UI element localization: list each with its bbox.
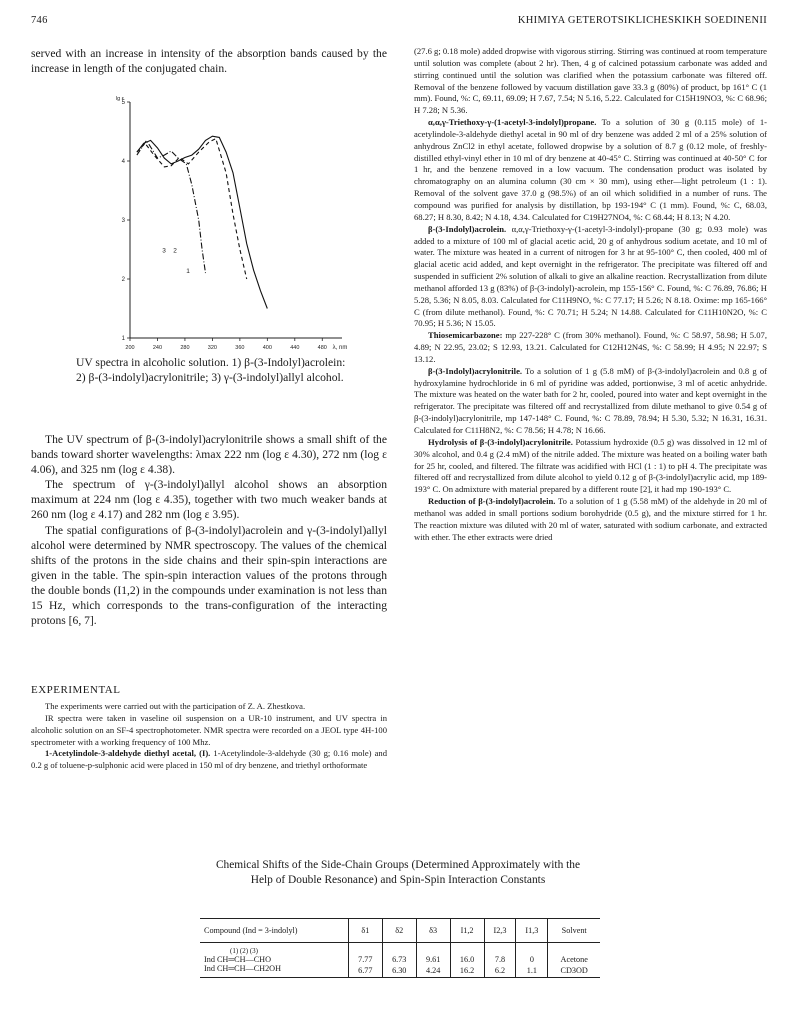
y-tick-label: 1 [121, 336, 125, 342]
chart-caption: UV spectra in alcoholic solution. 1) β-(3-Indolyl)acrolein: 2) β-(3-indolyl)acrylonitrile; 3) γ-(3-indolyl)allyl alcohol. [76, 356, 346, 385]
section-title: EXPERIMENTAL [31, 684, 121, 696]
x-tick-label: 400 [262, 345, 272, 351]
compound-heading: Hydrolysis of β-(3-indolyl)acrylonitrile. [428, 436, 573, 447]
atom-numbering: (1) (2) (3) [200, 943, 348, 956]
cell-solvent: Acetone [560, 955, 588, 964]
cell-solvent: CD3OD [560, 966, 588, 975]
cell-d1: 7.77 [348, 955, 382, 964]
right-body [414, 46, 767, 543]
y-axis-ticks [116, 96, 130, 342]
paragraph-body: Potassium hydroxide (0.5 g) was dissolved in 12 ml of 30% alcohol, and 0.4 g (2.4 mM) of the nitrile added. The mixture was heated on a boiling water bath for 25 hr, cooled, and filtered. The filtrate was acidified with HCl (1 : 1) to pH 4. The precipitate was filtered off and recrystallized from dilute alcohol to yield 0.12 g of β-(3-indolyl)acrylic acid, mp 189-193° C. On admixture with material prepared by a different route [2], it had mp 190-193° C. [414, 436, 767, 495]
nmr-table [200, 918, 600, 978]
table-caption: Chemical Shifts of the Side-Chain Groups (Determined Approximately with the Help of Double Resonance) and Spin-Spin Interaction Constants [215, 859, 581, 886]
series-line-1 [137, 136, 267, 308]
y-tick-label: 2 [121, 277, 125, 283]
compound-heading: α,α,γ-Triethoxy-γ-(1-acetyl-3-indolyl)propane. [428, 117, 597, 128]
curve-labels [162, 247, 190, 275]
cell-d2: 6.73 [382, 955, 416, 964]
series-line-3 [137, 140, 206, 276]
experimental-text [31, 701, 387, 772]
compound-heading: β-(3-Indolyl)acrolein. [428, 223, 507, 234]
x-tick-label: 240 [152, 345, 163, 351]
paragraph [414, 224, 767, 331]
y-tick-label: 5 [121, 100, 125, 106]
x-axis-label: λ, nm [332, 345, 348, 351]
column-header: Solvent [561, 926, 587, 935]
paragraph-body: 1-Acetylindole-3-aldehyde (30 g; 0.16 mole) and 0.2 g of toluene-p-sulphonic acid were placed in 150 ml of dry benzene, and triethyl orthoformate [31, 748, 387, 771]
column-header: δ3 [416, 919, 450, 943]
intro-text: served with an increase in intensity of the absorption bands caused by the increase in length of the conjugated chain. [31, 47, 387, 76]
compound-heading: Thiosemicarbazone: [428, 330, 503, 341]
curve-label: 3 [162, 247, 166, 255]
cell-i23: 7.8 [484, 955, 516, 964]
paragraph [414, 330, 767, 366]
x-tick-label: 480 [317, 345, 327, 351]
series-line-2 [137, 139, 247, 279]
journal-title: KHIMIYA GETEROTSIKLICHESKIKH SOEDINENII [517, 15, 767, 26]
paragraph [414, 366, 767, 437]
cell-d3: 4.24 [416, 964, 450, 978]
cell-d2: 6.30 [382, 964, 416, 978]
x-tick-label: 280 [180, 345, 190, 351]
chart-axes [130, 102, 342, 338]
page-number: 746 [31, 15, 48, 26]
numbering-row [200, 943, 600, 956]
paragraph: IR spectra were taken in vaseline oil suspension on a UR-10 instrument, and UV spectra in alcoholic solution on an SF-4 spectrophotometer. NMR spectra were recorded on a JEOL type 4H-100 spectrometer with a working frequency of 100 Mhz. [31, 712, 387, 747]
column-header: δ2 [382, 919, 416, 943]
cell-d3: 9.61 [416, 955, 450, 964]
column-header: I1,3 [516, 919, 548, 943]
table-row [200, 964, 600, 978]
cell-compound: Ind CH═CH—CHO [200, 955, 348, 964]
table-header-row [200, 919, 600, 943]
chart-series [137, 136, 267, 308]
compound-heading: 1-Acetylindole-3-aldehyde diethyl acetal, (I). [45, 748, 211, 759]
uv-spectra-chart [108, 96, 354, 358]
paragraph-body: mp 227-228° C (from 30% methanol). Found, %: C 58.97, 58.98; H 5.07, 4.89; N 22.95, 23.02; S 12.93, 13.21. Calculated for C12H12N4S, %: C 58.99; H 4.95; N 22.97; S 13.12. [414, 330, 767, 364]
column-header: I2,3 [484, 919, 516, 943]
paragraph [414, 437, 767, 496]
y-axis-label: lg ε [115, 96, 125, 102]
paragraph-body: To a solution of 1 g (5.8 mM) of β-(3-indolyl)acrolein and 0.8 g of hydroxylamine hydrochloride in 6 ml of pyridine was added, portionwise, 3 ml of acetic anhydride. The mixture was heated on the water bath for 2 hr, cooled, poured into water and kept overnight in the refrigerator. The precipitate was filtered off and recrystallized from dilute methanol to give 0.54 g of β-(3-indolyl)acrylonitrile, mp 147-148° C. Found, %: C 78.89, 78.94; H 5.30, 5.32; N 16.31, 16.31. Calculated for C11H8N2, %: C 78.56; H 4.78; N 16.66. [414, 365, 767, 435]
cell-i23: 6.2 [484, 964, 516, 978]
paragraph: The experiments were carried out with the participation of Z. A. Zhestkova. [45, 701, 306, 711]
paragraph: (27.6 g; 0.18 mole) added dropwise with vigorous stirring. Stirring was continued at room temperature until solution was complete (about 2 hr). Then, 4 g of calcined potassium carbonate was added and stirring continued until the solution was clarified when the potassium carbonate was filtered off. Removal of the benzene followed by vacuum distillation gave 33.3 g (80%) of product, bp 161° C (1 mm). Found, %: C, 69.11, 69.09; H 7.67, 7.54; N 5.16, 5.22. Calculated for C15H19NO3, %: C 68.96; H 7.28; N 5.36. [414, 46, 767, 116]
paragraph-body: To a solution of 1 g (5.58 mM) of the aldehyde in 20 ml of methanol was added in small portions sodium borohydride (0.5 g), and the mixture stirred for 1 hr. The reaction mixture was diluted with 20 ml of water, saturated with sodium carbonate, and extracted with ether. The ether extracts were dried [414, 496, 767, 542]
left-body [31, 432, 387, 628]
x-tick-label: 440 [290, 345, 300, 351]
column-header: I1,2 [450, 919, 484, 943]
column-header: Compound (Ind = 3-indolyl) [200, 919, 348, 943]
cell-i12: 16.0 [450, 955, 484, 964]
paragraph-body: α,α,γ-Triethoxy-γ-(1-acetyl-3-indolyl)-propane (30 g; 0.93 mole) was added to a mixture of 100 ml of glacial acetic acid, 20 g of anhydrous sodium acetate, and 10 ml of water. The mixture was heated in a current of nitrogen for 3 hr at 95-100° C, then cooled, 400 ml of glacial acetic acid added, and kept overnight in the refrigerator. The precipitate was filtered off and suspended in sufficient 2% solution of alkali to give an alkaline reaction. Recrystallization from dilute methanol afforded 13 g (83%) of β-(3-indolyl)-acrolein, mp 155-156° C. Found, %: C 76.89, 76.86; H 5.28, 5.36; N 8.05, 8.03. Calculated for C11H9NO, %: C 77.17; H 5.26; N 8.18. Oxime: mp 165-166° C (from dilute methanol). Found, %: C 70.71; H 5.24; N 14.88. Calculated for C11H10N2O, %: C 70.95; H 5.36; N 15.05. [414, 223, 767, 329]
paragraph [31, 748, 387, 772]
cell-i13: 0 [516, 955, 548, 964]
paragraph [414, 496, 767, 543]
paragraph: The spectrum of γ-(3-indolyl)allyl alcohol shows an absorption maximum at 224 nm (log ε 4.35), together with two much weaker bands at 260 nm (log ε 4.17) and 282 nm (log ε 3.95). [31, 478, 387, 522]
curve-label: 1 [186, 268, 190, 276]
column-header: δ1 [348, 919, 382, 943]
paragraph-body: To a solution of 30 g (0.115 mole) of 1-acetylindole-3-aldehyde diethyl acetal in 90 ml of dry benzene was added 2 ml of a 25% solution of anhydrous ZnCl2 in ethyl acetate, followed dropwise by a solution of 8.7 g (0.12 mole, of freshly-distilled ethyl-vinyl ether in 10 ml of dry benzene at 40-45° C. Stirring was continued at 40-50° C for 1 hr, and the benzene removed in a low vacuum. The condensation product was isolated by chromatography on an alumina column (30 cm × 30 mm), using ether—light petroleum (1 : 1). Removal of the solvent gave 37.0 g (98.5%) of an oil which solidified in a number of runs. The compound was purified for analysis by distillation, bp 193-194° C (1 mm). Found, %: C, 68.03, 68.27; H 8.30, 8.42; N 4.18, 4.34. Calculated for C19H27NO4, %: C 68.44; H 8.13; N 4.20. [414, 117, 767, 222]
paragraph: The spatial configurations of β-(3-indolyl)acrolein and γ-(3-indolyl)allyl alcohol were determined by NMR spectroscopy. The values of the chemical shifts of the protons in the side chains and their spin-spin interactions are given in the table. The spin-spin interaction values of the protons through the double bonds (I1,2) in the compounds under examination is not less than 15 Hz, which corresponds to the trans-configuration of the interacting protons [6, 7]. [31, 523, 387, 628]
x-tick-label: 320 [207, 345, 217, 351]
x-tick-label: 360 [235, 345, 245, 351]
cell-i12: 16.2 [450, 964, 484, 978]
y-tick-label: 3 [121, 218, 125, 224]
compound-heading: Reduction of β-(3-indolyl)acrolein. [428, 496, 556, 507]
table-row [200, 955, 600, 964]
paragraph: The UV spectrum of β-(3-indolyl)acrylonitrile shows a small shift of the bands toward shorter wavelengths: λmax 222 nm (log ε 4.30), 272 nm (log ε 4.06), and 325 nm (log ε 4.38). [31, 433, 387, 477]
x-tick-label: 200 [125, 345, 135, 351]
paragraph [414, 117, 767, 224]
y-tick-label: 4 [121, 159, 125, 165]
curve-label: 2 [173, 247, 177, 255]
cell-d1: 6.77 [348, 964, 382, 978]
x-axis-ticks [125, 338, 347, 351]
compound-heading: β-(3-Indolyl)acrylonitrile. [428, 365, 523, 376]
cell-i13: 1.1 [516, 964, 548, 978]
cell-compound: Ind CH═CH—CH2OH [200, 964, 348, 978]
